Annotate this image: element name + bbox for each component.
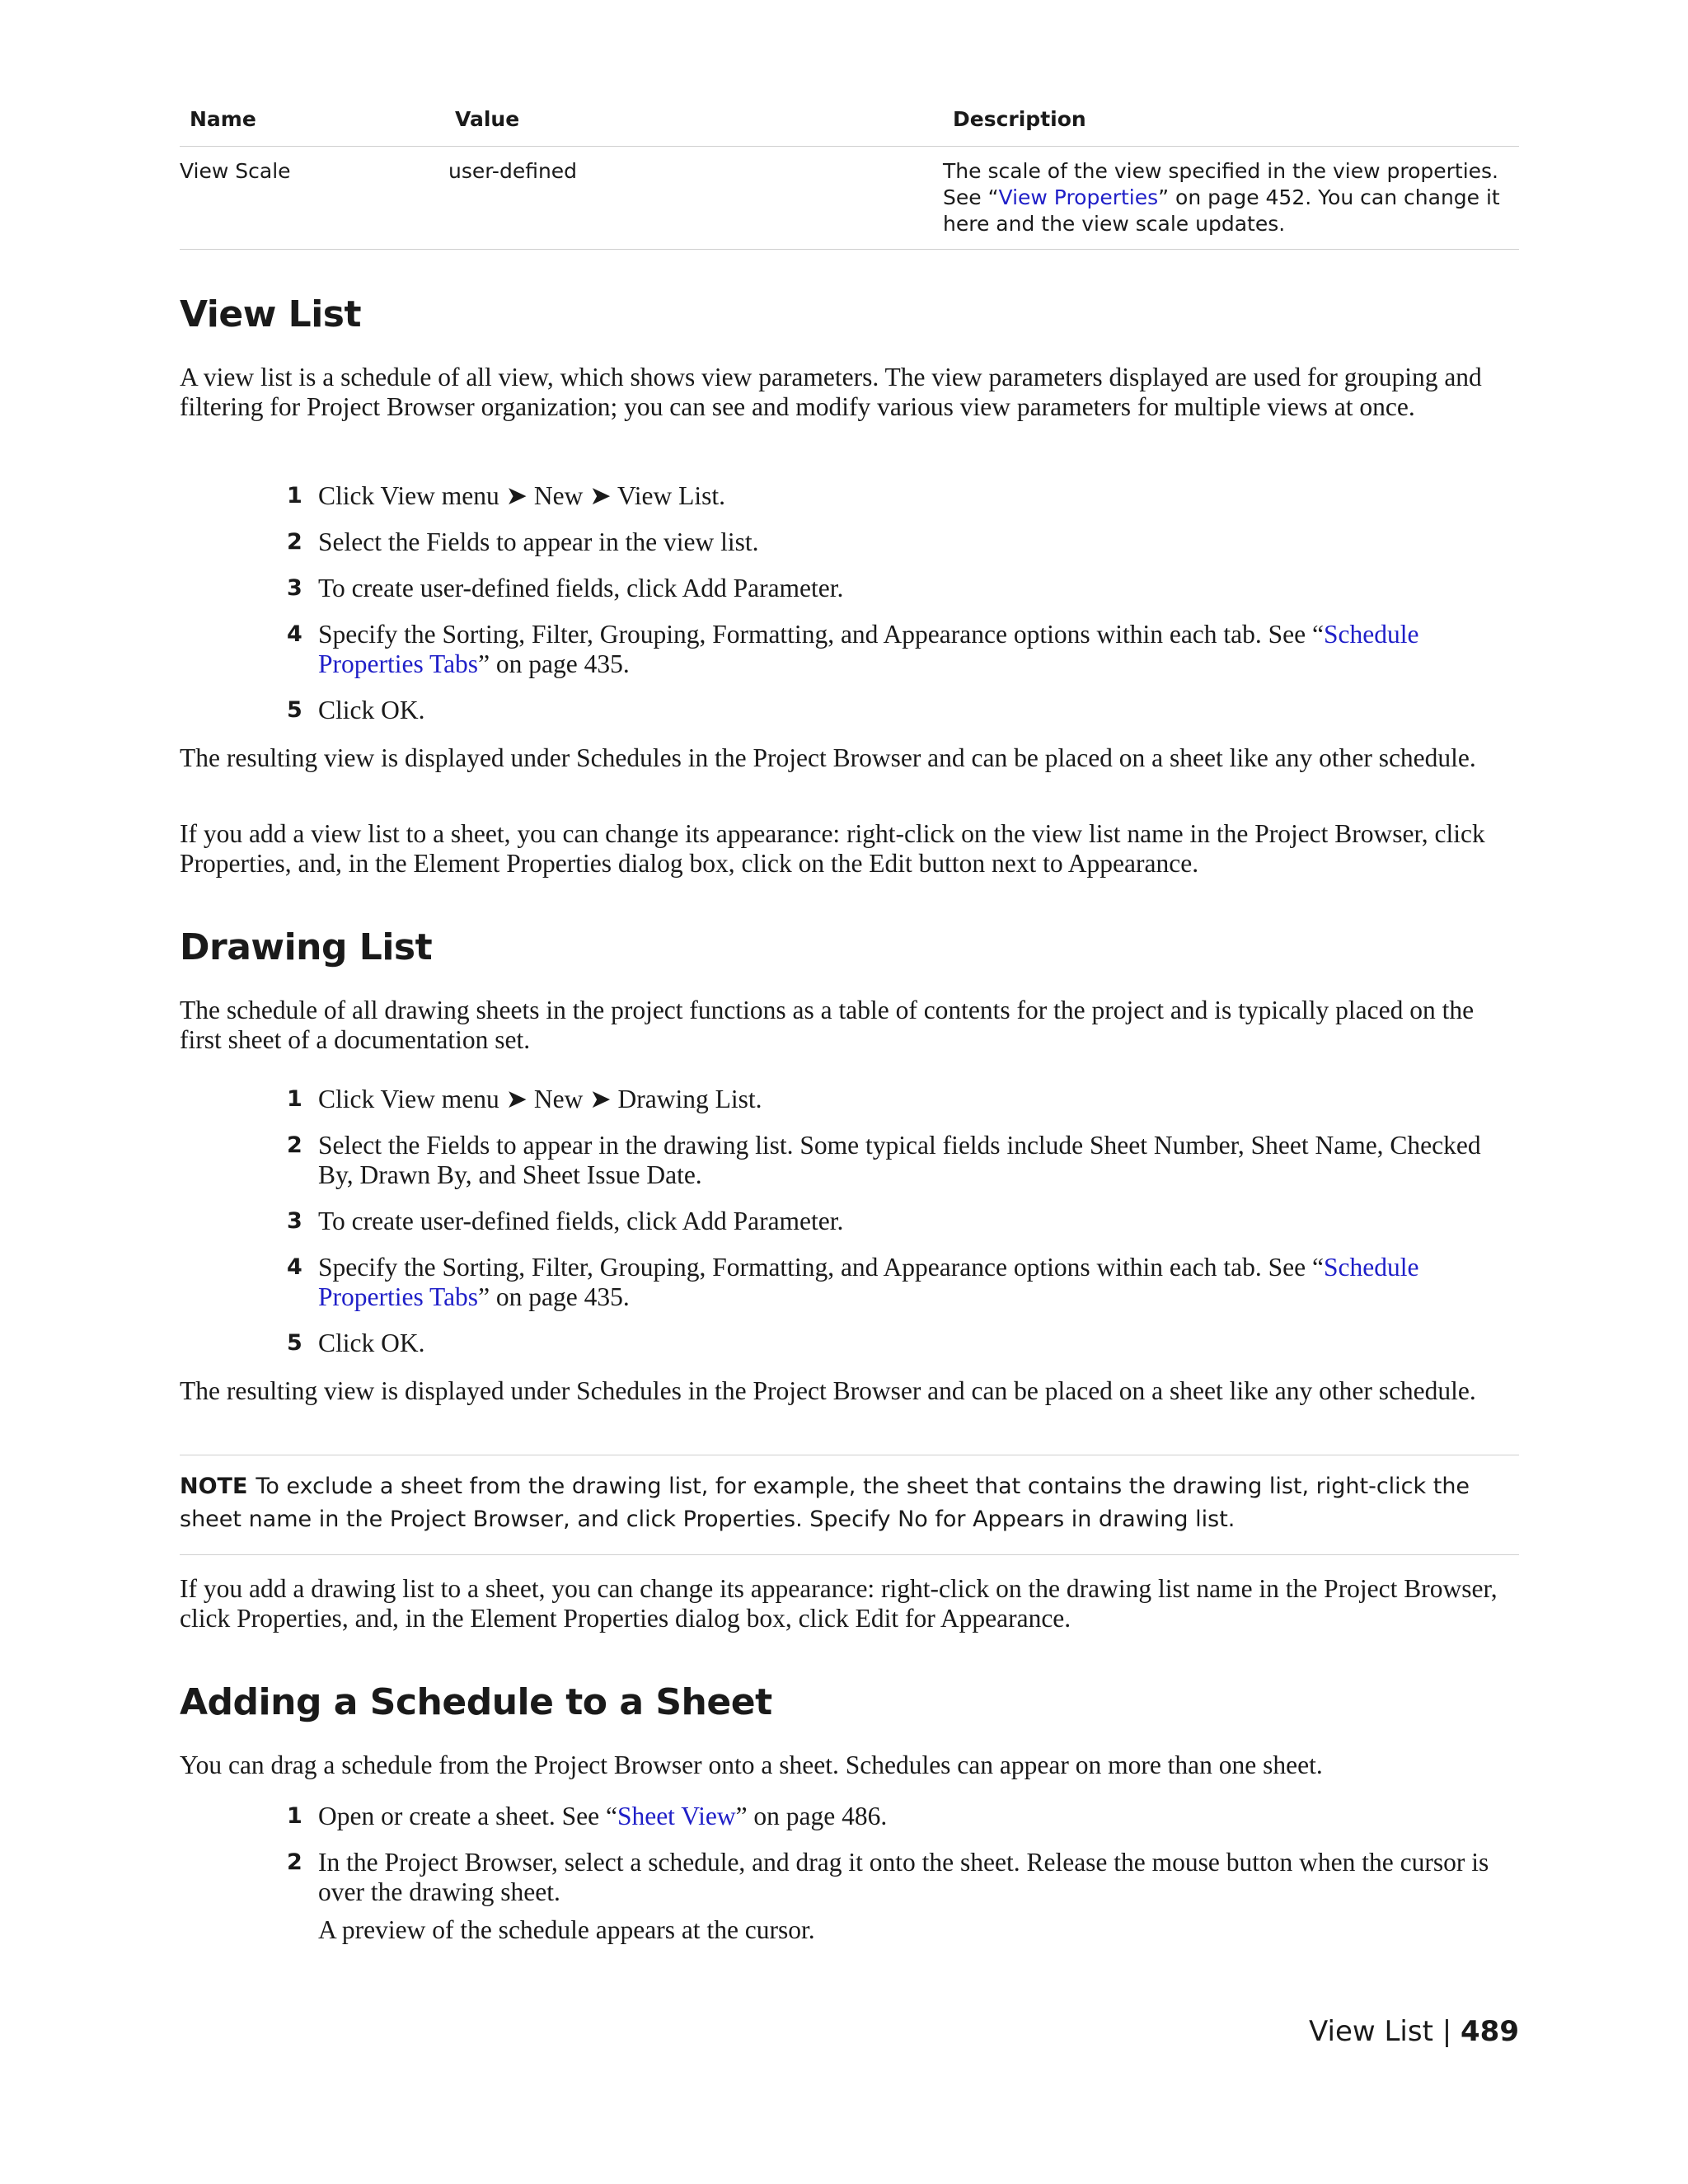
desc-text-after: ” on page 452. You can change it here and the view scale updates. — [943, 185, 1500, 236]
list-item: 1 Click View menu ➤ New ➤ View List. — [287, 481, 726, 510]
cell-name: View Scale — [180, 147, 448, 250]
view-properties-link[interactable]: View Properties — [998, 185, 1159, 209]
list-item: 4 Specify the Sorting, Filter, Grouping, Formatting, and Appearance options within each tab. See “Schedule Properties Tabs” on page 435. — [287, 620, 1419, 678]
table-header-row — [180, 99, 1519, 147]
list-item: 4 Specify the Sorting, Filter, Grouping, Formatting, and Appearance options within each tab. See “Schedule Properties Tabs” on page 435. — [287, 1253, 1419, 1311]
drawing-list-heading: Drawing List — [180, 926, 433, 968]
list-item: 2 Select the Fields to appear in the drawing list. Some typical fields include Sheet Number, Sheet Name, Checked By, Drawn By, and Sheet Issue Date. — [287, 1131, 1481, 1189]
list-item: 2 In the Project Browser, select a schedule, and drag it onto the sheet. Release the mouse button when the cursor is over the drawing sheet. A preview of the schedule appears at the cursor. — [287, 1848, 1519, 1945]
page-footer — [1309, 2015, 1519, 2048]
column-header-description: Description — [943, 99, 1519, 147]
drawing-list-para-2: If you add a drawing list to a sheet, you can change its appearance: right-click on the drawing list name in the Project Browser, click Properties, and, in the Element Properties dialog box, click Edit for Appearance. — [180, 1574, 1498, 1633]
footer-separator: | — [1442, 2015, 1452, 2048]
adding-schedule-steps — [287, 1802, 1519, 1961]
drawing-list-para-1: The resulting view is displayed under Schedules in the Project Browser and can be placed on a sheet like any other schedule. — [180, 1376, 1476, 1405]
cell-value: user-defined — [448, 147, 943, 250]
list-item: 1 Click View menu ➤ New ➤ Drawing List. — [287, 1085, 762, 1113]
page-number: 489 — [1461, 2015, 1519, 2048]
list-item: 5 Click OK. — [287, 696, 425, 724]
view-list-para-1: The resulting view is displayed under Schedules in the Project Browser and can be placed on a sheet like any other schedule. — [180, 743, 1476, 772]
list-item: 3 To create user-defined fields, click Add Parameter. — [287, 574, 844, 602]
column-header-value: Value — [448, 99, 943, 147]
view-list-para-2: If you add a view list to a sheet, you can change its appearance: right-click on the view list name in the Project Browser, click Properties, and, in the Element Properties dialog box, click on the Edit button next to Appearance. — [180, 819, 1485, 878]
note-text: NOTE To exclude a sheet from the drawing list, for example, the sheet that contains the drawing list, right-click the sheet name in the Project Browser, and click Properties. Specify No for Appears in drawing list. — [180, 1474, 1470, 1532]
view-list-intro: A view list is a schedule of all view, which shows view parameters. The view parameters displayed are used for grouping and filtering for Project Browser organization; you can see and modify various view parameters for multiple views at once. — [180, 363, 1482, 421]
sheet-view-link[interactable]: Sheet View — [617, 1802, 736, 1830]
list-item: 5 Click OK. — [287, 1329, 425, 1357]
list-item: 2 Select the Fields to appear in the view list. — [287, 527, 759, 556]
adding-schedule-intro: You can drag a schedule from the Project Browser onto a sheet. Schedules can appear on more than one sheet. — [180, 1750, 1323, 1779]
table-row — [180, 147, 1519, 250]
list-item: 3 To create user-defined fields, click Add Parameter. — [287, 1207, 844, 1235]
note-box — [180, 1455, 1519, 1555]
drawing-list-steps — [287, 1085, 1519, 1375]
view-list-steps — [287, 481, 1519, 742]
desc-text-before: The scale of the view specified in the view properties. See “ — [943, 159, 1498, 209]
parameter-table — [180, 99, 1519, 250]
view-list-heading: View List — [180, 293, 362, 335]
cell-description — [943, 147, 1519, 250]
schedule-properties-tabs-link[interactable]: Schedule Properties Tabs — [318, 1253, 1419, 1311]
schedule-properties-tabs-link[interactable]: Schedule Properties Tabs — [318, 620, 1419, 678]
note-label: NOTE — [180, 1474, 248, 1499]
list-item: 1 Open or create a sheet. See “Sheet View” on page 486. — [287, 1802, 888, 1830]
column-header-name: Name — [180, 99, 448, 147]
adding-schedule-heading: Adding a Schedule to a Sheet — [180, 1681, 772, 1723]
step-subtext: A preview of the schedule appears at the cursor. — [318, 1915, 815, 1944]
drawing-list-intro: The schedule of all drawing sheets in the project functions as a table of contents for the project and is typically placed on the first sheet of a documentation set. — [180, 996, 1475, 1054]
footer-section-title: View List — [1308, 2015, 1433, 2048]
